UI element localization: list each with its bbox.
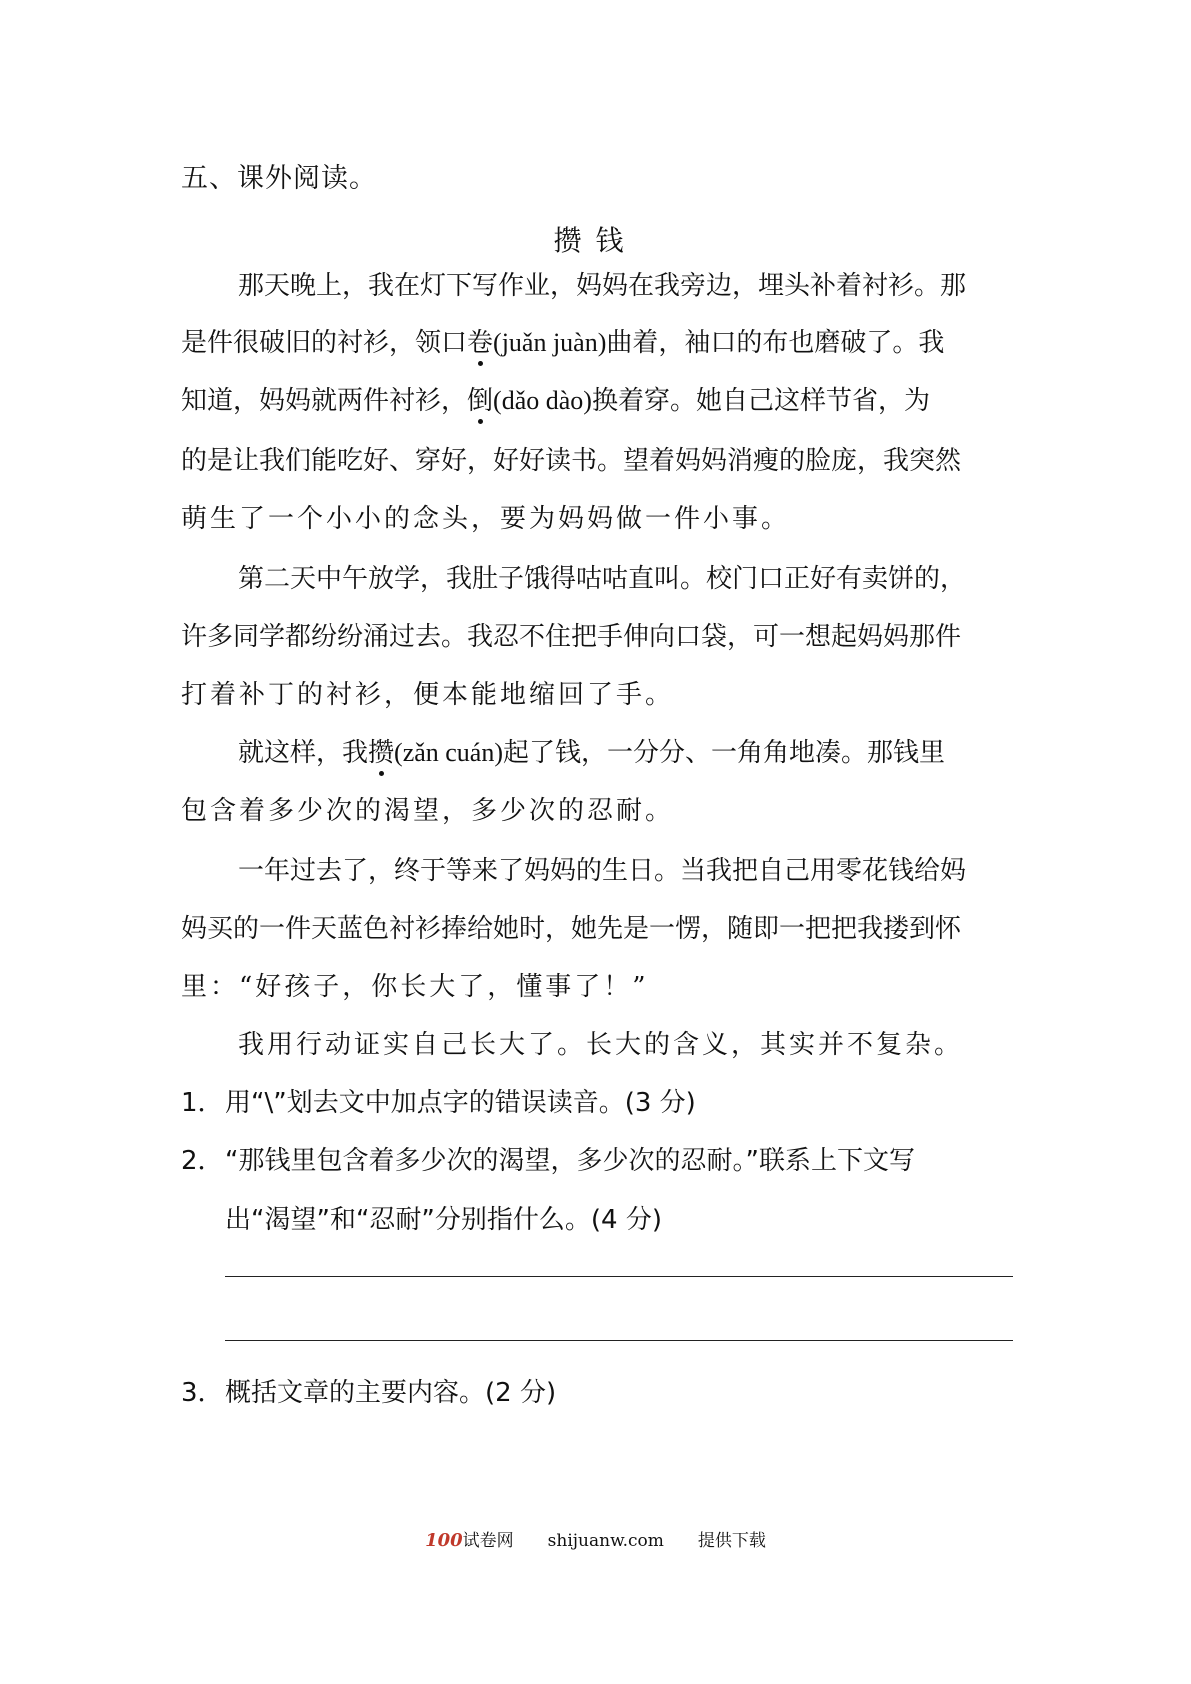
answer-line-1[interactable] [225, 1276, 1013, 1277]
paragraph-2-line-3 [181, 674, 1021, 711]
paragraph-4-line-3 [181, 966, 1021, 1003]
question-2-continued: 出“渴望”和“忍耐”分别指什么。(4 分) [225, 1205, 662, 1235]
text-segment: 许多同学都纷纷涌过去。我忍不住把手伸向口袋，可一想起妈妈那件 [181, 622, 962, 652]
question-text: “那钱里包含着多少次的渴望，多少次的忍耐。”联系上下文写 [225, 1146, 915, 1176]
paragraph-1-line-4 [181, 440, 1021, 477]
question-1 [181, 1082, 1021, 1119]
paragraph-2-line-2 [181, 616, 1021, 653]
question-number: 1． [181, 1088, 224, 1118]
dotted-character: 攒 [368, 732, 394, 769]
paragraph-5-line-1 [238, 1024, 1021, 1061]
story-title: 攒钱 [553, 224, 638, 257]
question-text: 概括文章的主要内容。(2 分) [225, 1378, 557, 1408]
answer-line-2[interactable] [225, 1340, 1013, 1341]
question-number: 2． [181, 1146, 224, 1176]
paragraph-1-line-1 [238, 265, 1021, 302]
text-segment: 我用行动证实自己长大了。长大的含义，其实并不复杂。 [238, 1030, 964, 1060]
paragraph-4-line-2 [181, 908, 1021, 945]
question-text: 用“\”划去文中加点字的错误读音。(3 分) [225, 1088, 696, 1118]
footer-tagline: 提供下载 [697, 1531, 766, 1551]
dotted-character: 卷 [467, 322, 493, 359]
text-segment: 第二天中午放学，我肚子饿得咕咕直叫。校门口正好有卖饼的， [238, 564, 967, 594]
paragraph-1-line-3 [181, 380, 1021, 417]
dotted-character: 倒 [467, 380, 493, 417]
section-title: 五、课外阅读。 [181, 163, 377, 194]
text-segment: 里：“好孩子，你长大了，懂事了！” [181, 972, 649, 1002]
paragraph-1-line-5 [181, 498, 1021, 535]
text-segment: 打着补丁的衬衫，便本能地缩回了手。 [181, 680, 675, 710]
paragraph-2-line-1 [238, 558, 1021, 595]
text-segment: 包含着多少次的渴望，多少次的忍耐。 [181, 796, 675, 826]
question-3 [181, 1372, 1021, 1409]
pinyin-options: (juǎn juàn) [493, 328, 607, 357]
site-name: 试卷网 [462, 1531, 514, 1551]
paragraph-3-line-1 [238, 732, 1021, 769]
pinyin-options: (dǎo dào) [493, 386, 592, 415]
site-logo: 100 [425, 1530, 463, 1551]
text-segment: 的是让我们能吃好、穿好，好好读书。望着妈妈消瘦的脸庞，我突然 [181, 446, 962, 476]
text-segment: 那天晚上，我在灯下写作业，妈妈在我旁边，埋头补着衬衫。那 [238, 271, 967, 301]
text-segment: 知道，妈妈就两件衬衫，倒(dǎo dào)换着穿。她自己这样节省，为 [181, 380, 930, 417]
text-segment: 妈买的一件天蓝色衬衫捧给她时，她先是一愣，随即一把把我搂到怀 [181, 914, 962, 944]
text-segment: 是件很破旧的衬衫，领口卷(juǎn juàn)曲着，袖口的布也磨破了。我 [181, 322, 944, 359]
paragraph-3-line-2 [181, 790, 1021, 827]
text-segment: 萌生了一个小小的念头，要为妈妈做一件小事。 [181, 504, 791, 534]
question-number: 3． [181, 1378, 224, 1408]
text-segment: 就这样，我攒(zǎn cuán)起了钱，一分分、一角角地凑。那钱里 [238, 732, 945, 769]
pinyin-options: (zǎn cuán) [394, 738, 504, 767]
page-footer [0, 1526, 1191, 1551]
paragraph-1-line-2 [181, 322, 1021, 359]
text-segment: 一年过去了，终于等来了妈妈的生日。当我把自己用零花钱给妈 [238, 856, 967, 886]
site-domain: shijuanw.com [547, 1531, 664, 1551]
paragraph-4-line-1 [238, 850, 1021, 887]
question-2 [181, 1140, 1021, 1177]
